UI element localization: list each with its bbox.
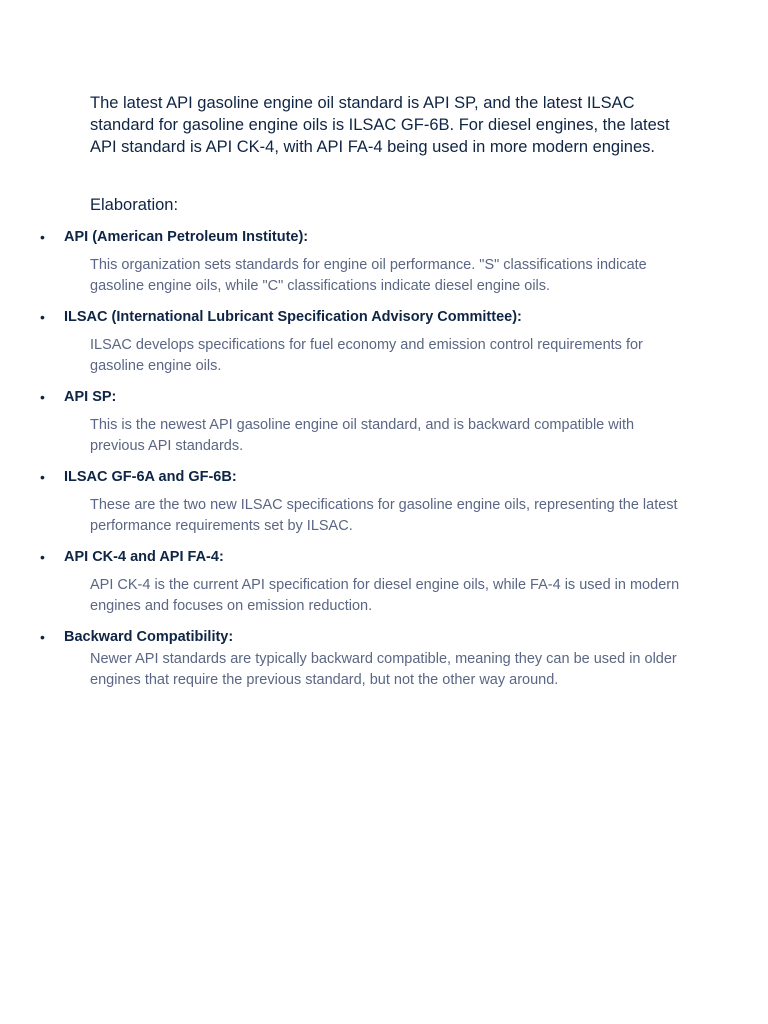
list-item-description: This organization sets standards for engine oil performance. "S" classifications indicate gasoline engine oils, while "C" classifications indicate diesel engine oils. — [90, 257, 647, 294]
bullet-icon: • — [40, 309, 45, 325]
list-item — [0, 546, 768, 617]
list-item-term: API SP: — [64, 389, 117, 405]
list-item-description: ILSAC develops specifications for fuel economy and emission control requirements for gasoline engine oils. — [90, 337, 643, 374]
definition-list — [0, 226, 768, 691]
list-item-term: ILSAC GF-6A and GF-6B: — [64, 469, 237, 485]
list-item-description: This is the newest API gasoline engine oil standard, and is backward compatible with previous API standards. — [90, 417, 635, 454]
bullet-icon: • — [40, 389, 45, 405]
bullet-icon: • — [40, 229, 45, 245]
list-item — [0, 226, 768, 297]
list-item — [0, 466, 768, 537]
bullet-icon: • — [40, 549, 45, 565]
list-item — [0, 386, 768, 457]
list-item — [0, 306, 768, 377]
list-item-description: These are the two new ILSAC specifications for gasoline engine oils, representing the latest performance requirements set by ILSAC. — [90, 497, 678, 534]
list-item-description: API CK-4 is the current API specification for diesel engine oils, while FA-4 is used in modern engines and focuses on emission reduction. — [90, 577, 680, 614]
list-item — [0, 626, 768, 691]
bullet-icon: • — [40, 469, 45, 485]
intro-paragraph: The latest API gasoline engine oil standard is API SP, and the latest ILSAC standard for gasoline engine oils is ILSAC GF-6B. For diesel engines, the latest API standard is API CK-4, with API FA-4 being used in more modern engines. — [90, 94, 670, 156]
bullet-icon: • — [40, 629, 45, 645]
list-item-term: API CK-4 and API FA-4: — [64, 549, 224, 565]
elaboration-label: Elaboration: — [90, 196, 179, 214]
list-item-description: Newer API standards are typically backward compatible, meaning they can be used in older engines that require the previous standard, but not the other way around. — [90, 651, 677, 688]
list-item-term: Backward Compatibility: — [64, 629, 234, 645]
list-item-term: API (American Petroleum Institute): — [64, 229, 309, 245]
list-item-term: ILSAC (International Lubricant Specification Advisory Committee): — [64, 309, 522, 325]
